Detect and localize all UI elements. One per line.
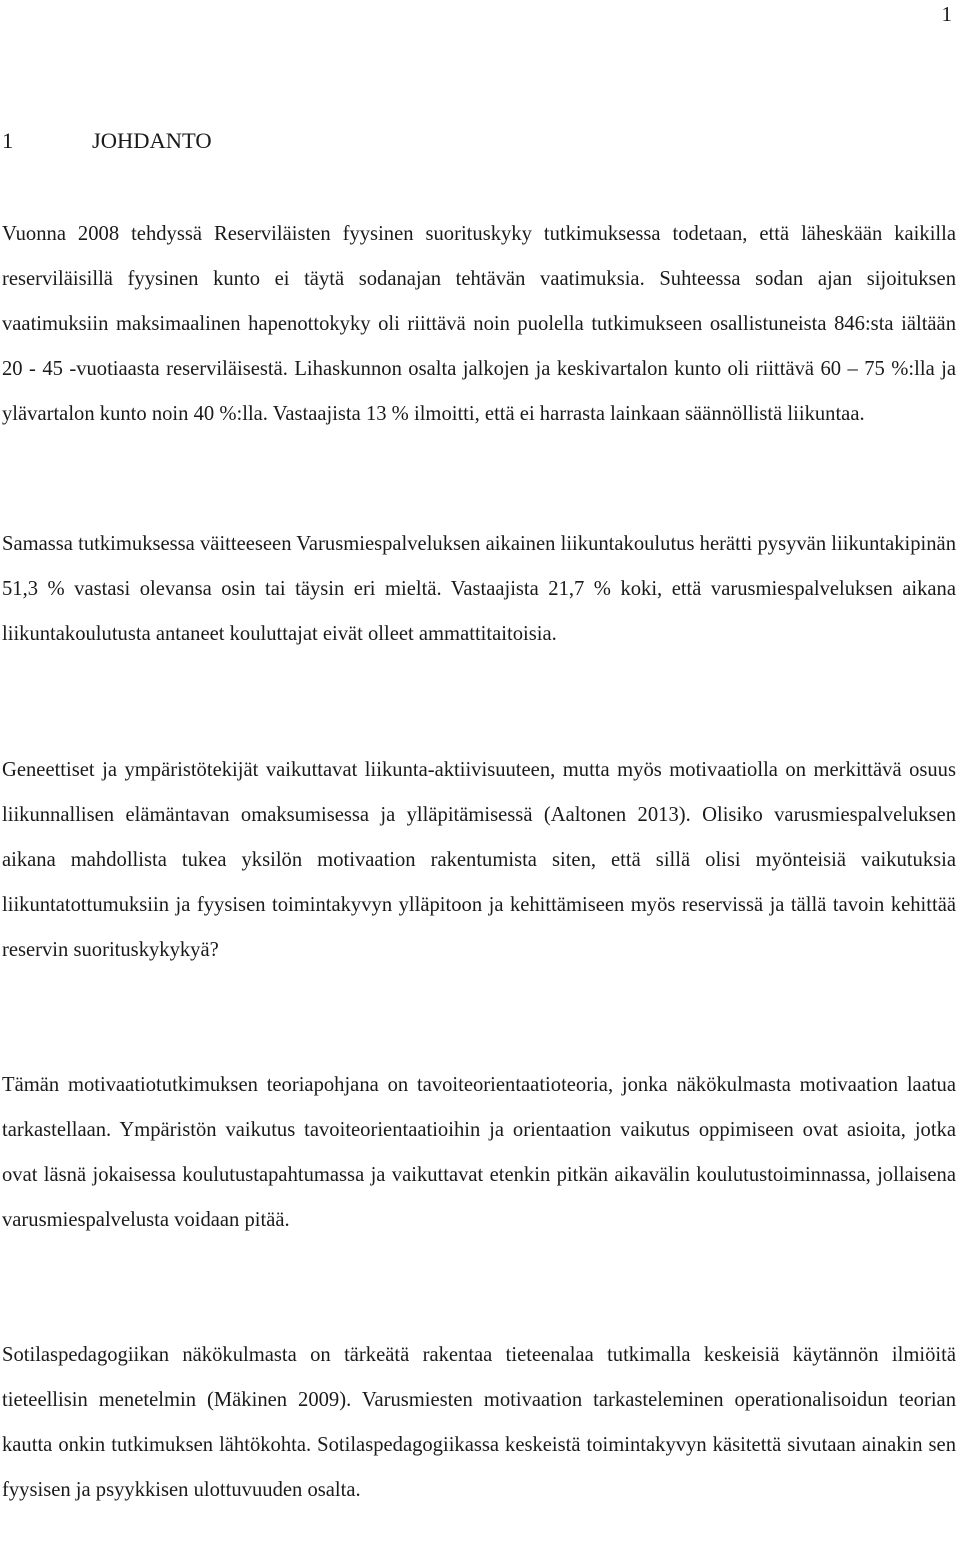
paragraph-5: Sotilaspedagogiikan näkökulmasta on tärkeätä rakentaa tieteenalaa tutkimalla keskeisiä käytännön ilmiöitä tieteellisin menetelmin (Mäkinen 2009). Varusmiesten motivaation tarkasteleminen operationalisoidun teorian kautta onkin tutkimuksen lähtökohta. Sotilaspedagogiikassa keskeistä toimintakyvyn käsitettä sivutaan ainakin sen fyysisen ja psyykkisen ulottuvuuden osalta. (2, 1344, 956, 1501)
paragraph-2: Samassa tutkimuksessa väitteeseen Varusmiespalveluksen aikainen liikuntakoulutus herätti pysyvän liikuntakipinän 51,3 % vastasi olevansa osin tai täysin eri mieltä. Vastaajista 21,7 % koki, että varusmiespalveluksen aikana liikuntakoulutusta antaneet kouluttajat eivät olleet ammattitaitoisia. (2, 533, 956, 645)
paragraph-4: Tämän motivaatiotutkimuksen teoriapohjana on tavoiteorientaatioteoria, jonka näkökulmasta motivaation laatua tarkastellaan. Ympäristön vaikutus tavoiteorientaatioihin ja orientaation vaikutus oppimiseen ovat asioita, jotka ovat läsnä jokaisessa koulutustapahtumassa ja vaikuttavat etenkin pitkän aikavälin koulutustoiminnassa, jollaisena varusmiespalvelusta voidaan pitää. (2, 1074, 956, 1231)
chapter-heading (2, 128, 212, 154)
paragraph-1: Vuonna 2008 tehdyssä Reserviläisten fyysinen suorituskyky tutkimuksessa todetaan, että läheskään kaikilla reserviläisillä fyysinen kunto ei täytä sodanajan tehtävän vaatimuksia. Suhteessa sodan ajan sijoituksen vaatimuksiin maksimaalinen hapenottokyky oli riittävä noin puolella tutkimukseen osallistuneista 846:sta iältään 20 - 45 -vuotiaasta reserviläisestä. Lihaskunnon osalta jalkojen ja keskivartalon kunto oli riittävä 60 – 75 %:lla ja ylävartalon kunto noin 40 %:lla. Vastaajista 13 % ilmoitti, että ei harrasta lainkaan säännöllistä liikuntaa. (2, 223, 956, 425)
chapter-title: JOHDANTO (92, 128, 212, 153)
page-number: 1 (941, 2, 952, 26)
chapter-number: 1 (2, 128, 14, 153)
paragraph-3: Geneettiset ja ympäristötekijät vaikuttavat liikunta-aktiivisuuteen, mutta myös motivaatiolla on merkittävä osuus liikunnallisen elämäntavan omaksumisessa ja ylläpitämisessä (Aaltonen 2013). Olisiko varusmiespalveluksen aikana mahdollista tukea yksilön motivaation rakentumista siten, että sillä olisi myönteisiä vaikutuksia liikuntatottumuksiin ja fyysisen toimintakyvyn ylläpitoon ja kehittämiseen myös reservissä ja tällä tavoin kehittää reservin suorituskykykyä? (2, 759, 956, 961)
